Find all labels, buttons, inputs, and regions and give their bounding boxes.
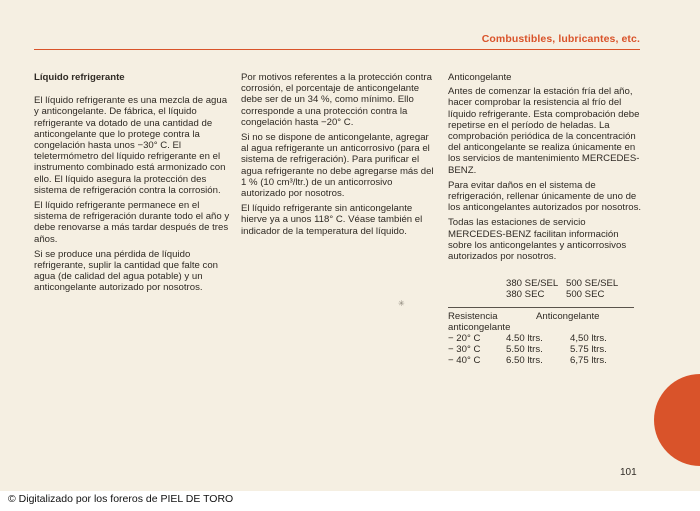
table-cell: 5.75 ltrs.	[570, 344, 607, 356]
table-cell: 5.50 ltrs.	[506, 344, 543, 356]
table-row	[448, 344, 644, 355]
column-3	[448, 72, 644, 367]
paragraph: Si no se dispone de anticongelante, agregar al agua refrigerante un anticorrosivo (para el sistema de refrigeración). Para purificar el agua refrigerante no debe agregarse más del 1 % (10 cm³/ltr.) de un anticorrosivo autorizado por nosotros.	[241, 132, 434, 200]
model-name: 500 SE/SEL	[566, 278, 619, 290]
table-cell: − 30° C	[448, 344, 481, 356]
paragraph: Por motivos referentes a la protección contra corrosión, el porcentaje de anticongelante debe ser de un 34 %, como mínimo. Ello corresponde a una protección contra la congelación hasta −20° C.	[241, 72, 432, 128]
model-name: 380 SE/SEL	[506, 278, 559, 290]
paragraph: El líquido refrigerante sin anticongelante hierve ya a unos 118° C. Véase también el indicador de la temperatura del líquido.	[241, 203, 423, 237]
column-1	[34, 72, 230, 298]
table-cell: 6.50 ltrs.	[506, 355, 543, 367]
table-cell: 6,75 ltrs.	[570, 355, 607, 367]
table-cell: 4,50 ltrs.	[570, 333, 607, 345]
chapter-tab-marker	[654, 374, 700, 466]
paragraph: Antes de comenzar la estación fría del año, hacer comprobar la resistencia al frío del líquido refrigerante. Esta comprobación debe repetirse en el período de heladas. La comprobación periódica de la concentración del anticongelante se realiza únicamente en los servicios de mantenimiento MERCEDES-BENZ.	[448, 86, 640, 176]
table-cell: − 20° C	[448, 333, 481, 345]
subsection-heading: Anticongelante	[448, 72, 512, 83]
section-header-title: Combustibles, lubricantes, etc.	[481, 33, 640, 45]
paragraph: Si se produce una pérdida de líquido refrigerante, suplir la cantidad que falte con agua (de calidad del agua potable) y un anticongelante autorizado por nosotros.	[34, 248, 218, 294]
section-heading: Líquido refrigerante	[34, 72, 125, 83]
column-header: Resistencia anticongelante	[448, 310, 511, 333]
paragraph: El líquido refrigerante permanece en el sistema de refrigeración durante todo el año y debe renovarse a más tardar después de tres años.	[34, 200, 230, 245]
model-name: 380 SEC	[506, 289, 545, 301]
model-label	[506, 278, 566, 300]
table-cell: 4.50 ltrs.	[506, 333, 543, 345]
column-2	[241, 72, 437, 241]
paragraph: Todas las estaciones de servicio MERCEDES-BENZ facilitan información sobre los anticongelantes y anticorrosivos autorizados por nosotros.	[448, 217, 627, 263]
column-header: Anticongelante	[536, 310, 600, 322]
model-header	[448, 278, 644, 300]
model-label	[566, 278, 628, 300]
paragraph: El líquido refrigerante es una mezcla de agua y anticongelante. De fábrica, el líquido refrigerante va dotado de una cantidad de anticongelante que lo protege contra la congelación hasta unos −30° C. El teletermómetro del líquido refrigerante en el instrumento combinado está armonizado con ello. El líquido asegura la protección des sistema de refrigeración contra la corrosión.	[34, 95, 228, 196]
table-row	[448, 333, 644, 344]
scan-credit: © Digitalizado por los foreros de PIEL DE TORO	[8, 493, 234, 505]
paragraph: Para evitar daños en el sistema de refrigeración, rellenar únicamente de uno de los anticongelantes autorizados por nosotros.	[448, 179, 642, 214]
model-name: 500 SEC	[566, 289, 605, 301]
header-rule	[34, 49, 640, 50]
page-number: 101	[620, 467, 637, 478]
table-header	[448, 307, 634, 333]
table-cell: − 40° C	[448, 355, 481, 367]
print-speck: ✳	[398, 299, 405, 308]
table-row	[448, 355, 644, 366]
